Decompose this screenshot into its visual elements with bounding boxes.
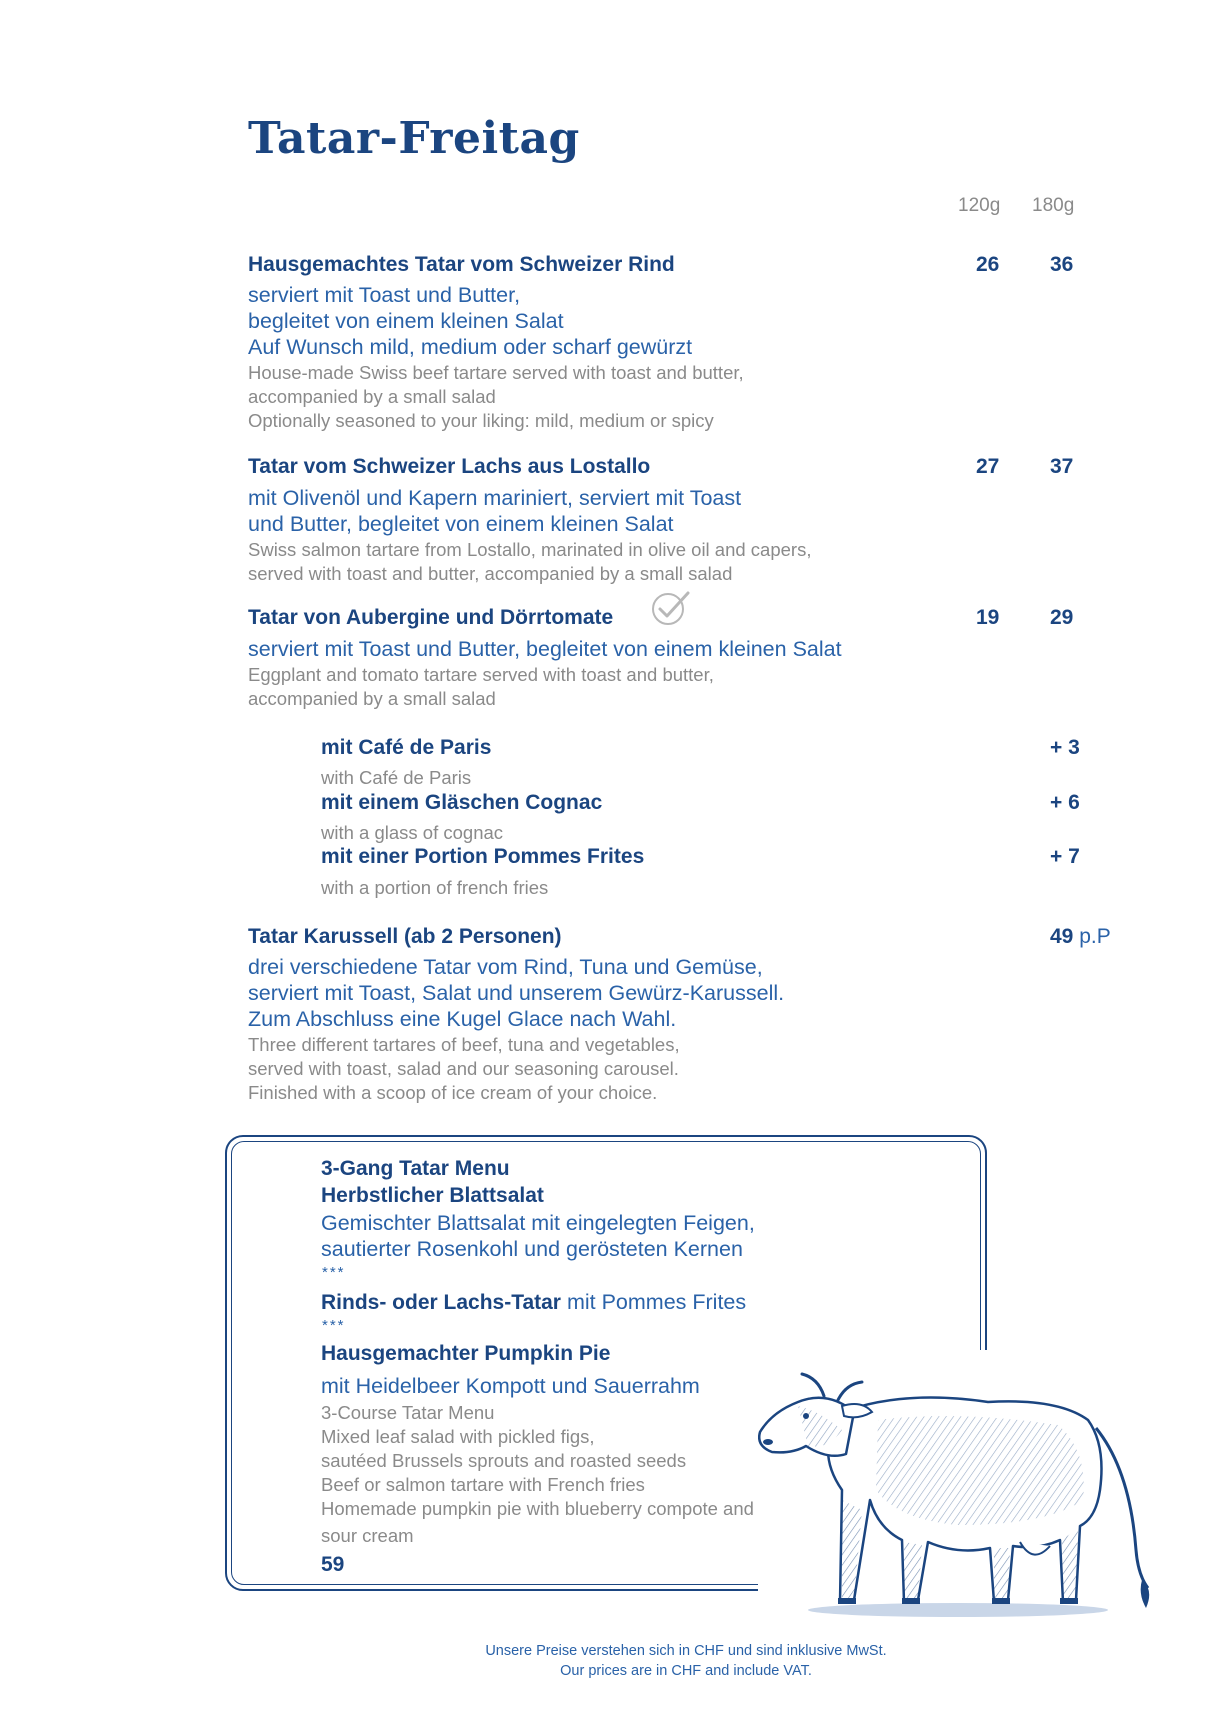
- dish-description-en: accompanied by a small salad: [248, 688, 496, 709]
- footer-note-de: Unsere Preise verstehen sich in CHF und sind inklusive MwSt.: [485, 1643, 887, 1659]
- price-unit: p.P: [1079, 925, 1111, 948]
- main-course-suffix: mit Pommes Frites: [560, 1290, 747, 1314]
- extra-name: mit einer Portion Pommes Frites: [321, 845, 645, 868]
- carousel-price: [1050, 925, 1111, 949]
- dish-description-de: mit Olivenöl und Kapern mariniert, serviert mit Toast: [248, 486, 742, 510]
- dish-description-en: Swiss salmon tartare from Lostallo, marinated in olive oil and capers,: [248, 539, 812, 560]
- dish-description-de: und Butter, begleitet von einem kleinen Salat: [248, 512, 674, 536]
- dish-description-en: served with toast, salad and our seasoning carousel.: [248, 1058, 679, 1079]
- page-title: Tatar-Freitag: [248, 113, 580, 164]
- price-120g: 19: [976, 606, 1000, 629]
- dish-description-de: serviert mit Toast, Salat und unserem Gewürz-Karussell.: [248, 981, 785, 1005]
- extra-price: + 3: [1050, 736, 1080, 759]
- price-180g: 37: [1050, 455, 1074, 478]
- dish-description-en: accompanied by a small salad: [248, 386, 496, 407]
- dish-name: Hausgemachtes Tatar vom Schweizer Rind: [248, 253, 675, 276]
- price-120g: 26: [976, 253, 1000, 276]
- set-menu-description-en: 3-Course Tatar Menu: [321, 1402, 495, 1423]
- vegetarian-check-icon: [650, 589, 692, 627]
- extra-description-en: with a glass of cognac: [321, 822, 504, 843]
- extra-name: mit Café de Paris: [321, 736, 492, 759]
- set-menu-description-en: sautéed Brussels sprouts and roasted seeds: [321, 1450, 687, 1471]
- dessert-description-de: mit Heidelbeer Kompott und Sauerrahm: [321, 1374, 700, 1398]
- price-120g: 27: [976, 455, 1000, 478]
- dish-description-de: begleitet von einem kleinen Salat: [248, 309, 564, 333]
- course-separator: ***: [322, 1264, 346, 1281]
- extra-price: + 7: [1050, 845, 1080, 868]
- main-course-name: Rinds- oder Lachs-Tatar: [321, 1291, 561, 1314]
- dish-name: Tatar Karussell (ab 2 Personen): [248, 925, 562, 948]
- set-menu-description-en: Mixed leaf salad with pickled figs,: [321, 1426, 595, 1447]
- dish-description-en: Finished with a scoop of ice cream of your choice.: [248, 1082, 658, 1103]
- extra-name: mit einem Gläschen Cognac: [321, 791, 603, 814]
- set-menu-description-en: Homemade pumpkin pie with blueberry compote and: [321, 1498, 754, 1519]
- dish-description-en: served with toast and butter, accompanied by a small salad: [248, 563, 733, 584]
- extra-description-en: with Café de Paris: [321, 767, 472, 788]
- dish-name: Tatar von Aubergine und Dörrtomate: [248, 606, 614, 629]
- dish-name: Tatar vom Schweizer Lachs aus Lostallo: [248, 455, 651, 478]
- dish-description-de: serviert mit Toast und Butter,: [248, 283, 521, 307]
- dish-description-en: House-made Swiss beef tartare served with toast and butter,: [248, 362, 744, 383]
- price-180g: 36: [1050, 253, 1074, 276]
- size-header-180g: 180g: [1032, 195, 1075, 216]
- size-header-120g: 120g: [958, 195, 1001, 216]
- extra-description-en: with a portion of french fries: [321, 877, 549, 898]
- dish-description-de: serviert mit Toast und Butter, begleitet von einem kleinen Salat: [248, 637, 842, 661]
- price-value: 49: [1050, 925, 1074, 948]
- set-menu-price: 59: [321, 1553, 345, 1576]
- dish-description-de: Auf Wunsch mild, medium oder scharf gewürzt: [248, 335, 693, 359]
- course-separator: ***: [322, 1317, 346, 1334]
- extra-price: + 6: [1050, 791, 1080, 814]
- cow-icon: [758, 1350, 1178, 1635]
- price-180g: 29: [1050, 606, 1074, 629]
- dish-description-en: Optionally seasoned to your liking: mild, medium or spicy: [248, 410, 714, 431]
- set-menu-description-en: sour cream: [321, 1525, 414, 1546]
- dish-description-de: drei verschiedene Tatar vom Rind, Tuna und Gemüse,: [248, 955, 763, 979]
- starter-description-de: sautierter Rosenkohl und gerösteten Kernen: [321, 1237, 743, 1261]
- dish-description-de: Zum Abschluss eine Kugel Glace nach Wahl.: [248, 1007, 677, 1031]
- dessert-name: Hausgemachter Pumpkin Pie: [321, 1342, 611, 1365]
- starter-name: Herbstlicher Blattsalat: [321, 1184, 544, 1207]
- dish-description-en: Three different tartares of beef, tuna and vegetables,: [248, 1034, 680, 1055]
- starter-description-de: Gemischter Blattsalat mit eingelegten Feigen,: [321, 1211, 755, 1235]
- set-menu-description-en: Beef or salmon tartare with French fries: [321, 1474, 645, 1495]
- main-course: [321, 1289, 746, 1315]
- dish-description-en: Eggplant and tomato tartare served with toast and butter,: [248, 664, 714, 685]
- set-menu-title: 3-Gang Tatar Menu: [321, 1157, 510, 1180]
- footer-note-en: Our prices are in CHF and include VAT.: [560, 1663, 812, 1679]
- cow-illustration: [758, 1350, 1178, 1635]
